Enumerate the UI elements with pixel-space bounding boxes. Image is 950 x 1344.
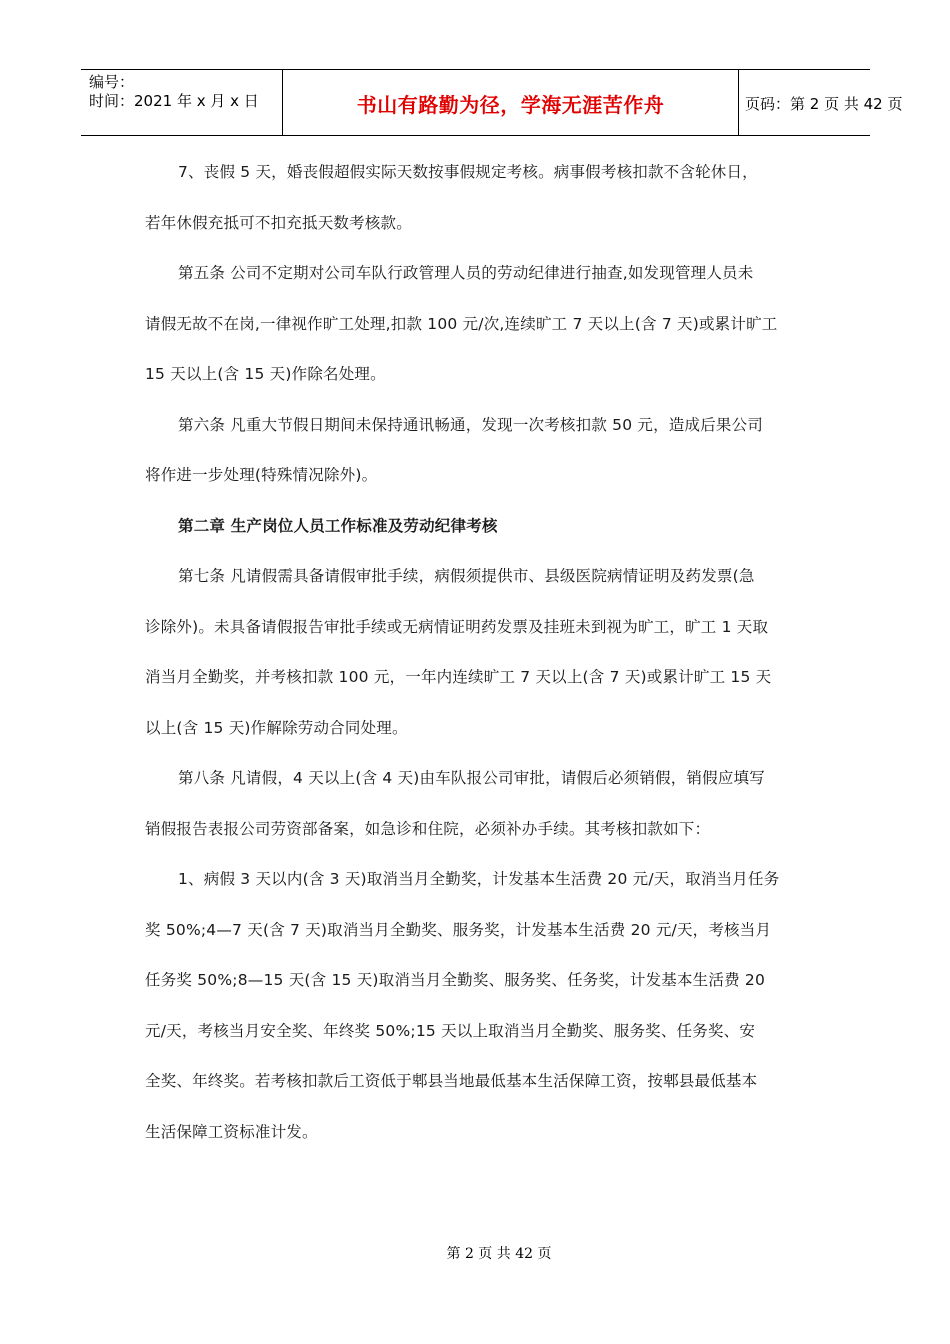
body-text-line: 任务奖 50%;8—15 天(含 15 天)取消当月全勤奖、服务奖、任务奖，计发基本生活费 20 <box>145 971 766 989</box>
body-text-line: 销假报告表报公司劳资部备案，如急诊和住院，必须补办手续。其考核扣款如下： <box>145 819 711 838</box>
body-text-line: 以上(含 15 天)作解除劳动合同处理。 <box>145 718 408 737</box>
header-page-cell <box>739 70 903 135</box>
body-text-line: 第五条 公司不定期对公司车队行政管理人员的劳动纪律进行抽查,如发现管理人员未 <box>178 264 754 282</box>
body-text-line: 生活保障工资标准计发。 <box>145 1122 318 1141</box>
body-text-line: 元/天，考核当月安全奖、年终奖 50%;15 天以上取消当月全勤奖、服务奖、任务奖、安 <box>145 1021 756 1040</box>
body-text-line: 7、丧假 5 天，婚丧假超假实际天数按事假规定考核。病事假考核扣款不含轮休日， <box>178 163 758 181</box>
document-body <box>145 147 810 1157</box>
header-motto-cell <box>282 70 739 135</box>
body-text-line: 奖 50%;4—7 天(含 7 天)取消当月全勤奖、服务奖，计发基本生活费 20 元/天，考核当月 <box>145 920 772 939</box>
body-text-line: 1、病假 3 天以内(含 3 天)取消当月全勤奖，计发基本生活费 20 元/天，取消当月任务 <box>178 870 780 888</box>
document-time-label: 时间：2021 年 x 月 x 日 <box>89 92 259 110</box>
body-text-line: 请假无故不在岗,一律视作旷工处理,扣款 100 元/次,连续旷工 7 天以上(含 7 天)或累计旷工 <box>145 314 778 333</box>
page-footer: 第 2 页 共 42 页 <box>446 1246 552 1262</box>
body-text-line: 第六条 凡重大节假日期间未保持通讯畅通，发现一次考核扣款 50 元，造成后果公司 <box>178 415 764 434</box>
body-text-line: 第七条 凡请假需具备请假审批手续，病假须提供市、县级医院病情证明及药发票(急 <box>178 567 755 585</box>
body-text-line: 全奖、年终奖。若考核扣款后工资低于郫县当地最低基本生活保障工资，按郫县最低基本 <box>145 1072 758 1090</box>
body-text-line: 第八条 凡请假，4 天以上(含 4 天)由车队报公司审批，请假后必须销假，销假应填写 <box>178 769 765 787</box>
document-number-label: 编号： <box>89 73 135 91</box>
header-motto: 书山有路勤为径，学海无涯苦作舟 <box>356 93 665 117</box>
body-text-line: 若年休假充抵可不扣充抵天数考核款。 <box>145 213 412 232</box>
body-text-line: 将作进一步处理(特殊情况除外)。 <box>145 466 378 484</box>
document-header <box>81 69 903 136</box>
body-text-line: 诊除外)。未具备请假报告审批手续或无病情证明药发票及挂班未到视为旷工，旷工 1 天取 <box>145 617 769 636</box>
body-text-line: 15 天以上(含 15 天)作除名处理。 <box>145 365 386 383</box>
chapter-heading: 第二章 生产岗位人员工作标准及劳动纪律考核 <box>178 516 498 535</box>
header-page-info: 页码：第 2 页 共 42 页 <box>745 95 903 113</box>
body-text-line: 消当月全勤奖，并考核扣款 100 元，一年内连续旷工 7 天以上(含 7 天)或累计旷工 15 天 <box>145 668 772 686</box>
header-meta-cell <box>81 70 282 135</box>
